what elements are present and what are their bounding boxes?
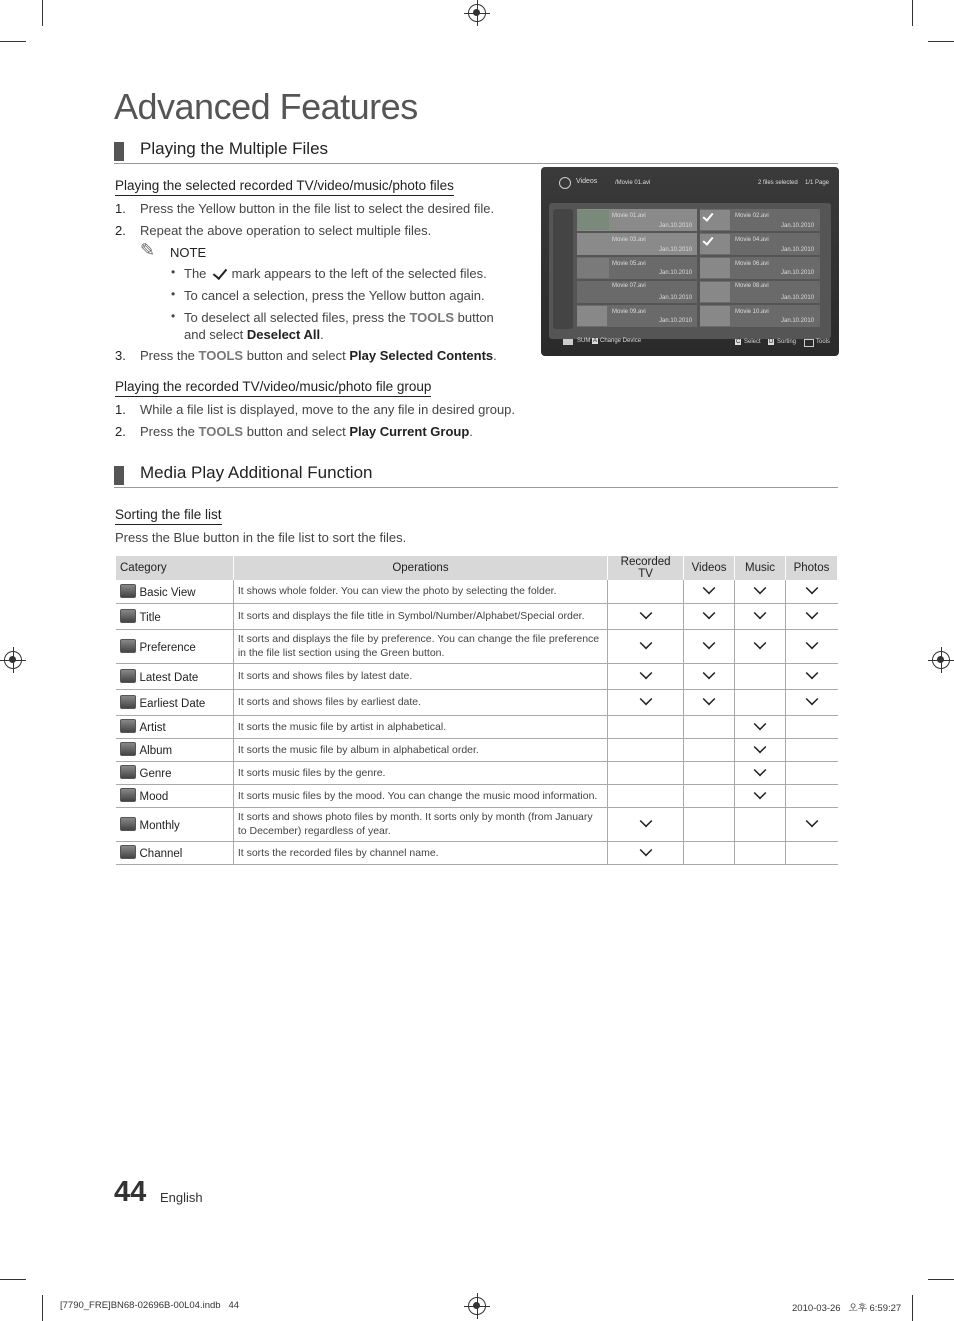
key-badge: C — [736, 339, 741, 345]
monthly-icon — [120, 817, 136, 831]
operation-cell: It sorts the music file by artist in alphabetical. — [233, 715, 607, 738]
support-cell — [785, 629, 837, 663]
check-icon — [703, 693, 716, 706]
support-cell — [785, 761, 837, 784]
check-icon — [639, 693, 652, 706]
support-cell — [785, 715, 837, 738]
support-cell — [608, 580, 684, 603]
subheading: Playing the recorded TV/video/music/photo file group — [115, 379, 431, 397]
crop-mark — [928, 41, 954, 42]
page-number: 44 — [114, 1176, 147, 1208]
crop-mark — [912, 0, 913, 26]
registration-mark-icon — [4, 651, 22, 669]
screen-page: 1/1 Page — [805, 180, 830, 186]
table-row — [116, 807, 838, 841]
channel-icon — [120, 845, 136, 859]
step-text: While a file list is displayed, move to the any file in desired group. — [140, 402, 516, 417]
table-row — [116, 689, 838, 715]
table-row — [116, 663, 838, 689]
videos-icon — [559, 177, 571, 189]
step-number: 2. — [115, 223, 126, 238]
check-icon — [754, 637, 767, 650]
star-icon — [120, 639, 136, 653]
support-cell — [785, 663, 837, 689]
support-cell — [785, 807, 837, 841]
footer-file-info: [7790_FRE]BN68-02696B-00L04.indb 44 — [60, 1300, 240, 1311]
screen-path: /Movie 01.avi — [615, 180, 651, 186]
check-icon — [703, 607, 716, 620]
check-icon — [754, 740, 767, 753]
crop-mark — [0, 41, 26, 42]
calendar-1-icon — [120, 695, 136, 709]
crop-mark — [912, 1295, 913, 1321]
support-cell — [684, 715, 735, 738]
crop-mark — [0, 1279, 26, 1280]
artist-icon — [120, 719, 136, 733]
section-title: Media Play Additional Function — [140, 463, 373, 482]
tools-icon — [804, 339, 814, 347]
category-cell: Monthly — [116, 807, 234, 841]
check-icon — [639, 667, 652, 680]
category-cell: Genre — [116, 761, 234, 784]
sorting-table — [115, 556, 838, 865]
check-icon — [754, 717, 767, 730]
operation-cell: It sorts and displays the file by preference. You can change the file preference in the file list section using the Green button. — [233, 629, 607, 663]
table-row — [116, 738, 838, 761]
footer-timestamp: 2010-03-26 오후 6:59:27 — [792, 1303, 902, 1314]
step-number: 3. — [115, 348, 126, 363]
album-icon — [120, 742, 136, 756]
check-icon — [639, 637, 652, 650]
title-icon — [120, 609, 136, 623]
check-icon — [805, 693, 818, 706]
operation-cell: It sorts and shows files by earliest date. — [233, 689, 607, 715]
note-label: NOTE — [170, 245, 207, 260]
mood-icon — [120, 788, 136, 802]
check-icon — [639, 843, 652, 856]
check-icon — [805, 815, 818, 828]
step-text: Press the Yellow button in the file list to select the desired file. — [140, 201, 495, 216]
step-number: 1. — [115, 402, 126, 417]
note-text: To deselect all selected files, press the TOOLS button — [184, 310, 494, 325]
category-cell: Basic View — [116, 580, 234, 603]
crop-mark — [928, 1279, 954, 1280]
page-title: Advanced Features — [114, 86, 418, 127]
category-cell: Latest Date — [116, 663, 234, 689]
category-cell: Artist — [116, 715, 234, 738]
sort-sidebar — [553, 209, 573, 329]
support-cell — [684, 603, 735, 629]
support-cell — [608, 663, 684, 689]
check-icon — [703, 637, 716, 650]
category-cell: Title — [116, 603, 234, 629]
column-header: Operations — [233, 556, 607, 580]
file-thumbnail — [700, 282, 730, 302]
column-header: Music — [735, 556, 786, 580]
check-icon — [639, 815, 652, 828]
operation-cell: It sorts the recorded files by channel name. — [233, 841, 607, 864]
file-thumbnail — [700, 258, 730, 278]
category-cell: Channel — [116, 841, 234, 864]
support-cell — [785, 689, 837, 715]
support-cell — [735, 738, 786, 761]
support-cell — [684, 689, 735, 715]
screen-selected-count: 2 files selected — [758, 180, 798, 186]
support-cell — [608, 603, 684, 629]
check-icon — [754, 763, 767, 776]
step-text: Press the TOOLS button and select Play Current Group. — [140, 424, 473, 439]
crop-mark — [42, 0, 43, 26]
support-cell — [684, 580, 735, 603]
registration-mark-icon — [468, 1297, 486, 1315]
support-cell — [684, 841, 735, 864]
column-header: Category — [116, 556, 234, 580]
key-badge: A — [593, 338, 598, 344]
category-cell: Mood — [116, 784, 234, 807]
support-cell — [785, 784, 837, 807]
select-label[interactable]: Select — [744, 339, 761, 345]
bullet-icon: • — [171, 287, 176, 301]
registration-mark-icon — [468, 4, 486, 22]
check-icon — [703, 582, 716, 595]
step-number: 1. — [115, 201, 126, 216]
step-number: 2. — [115, 424, 126, 439]
category-cell: Album — [116, 738, 234, 761]
folder-icon — [120, 584, 136, 598]
table-header-row — [116, 556, 838, 580]
check-icon — [703, 667, 716, 680]
support-cell — [785, 738, 837, 761]
crop-mark — [42, 1295, 43, 1321]
support-cell — [735, 715, 786, 738]
section-marker — [114, 142, 124, 161]
screen-header: Videos — [576, 178, 598, 185]
support-cell — [785, 580, 837, 603]
support-cell — [684, 807, 735, 841]
genre-icon — [120, 765, 136, 779]
step-text: Repeat the above operation to select multiple files. — [140, 223, 432, 238]
support-cell — [785, 841, 837, 864]
support-cell — [608, 784, 684, 807]
file-thumbnail — [700, 306, 730, 326]
support-cell — [735, 580, 786, 603]
operation-cell: It sorts and displays the file title in Symbol/Number/Alphabet/Special order. — [233, 603, 607, 629]
category-cell: Preference — [116, 629, 234, 663]
operation-cell: It sorts and shows files by latest date. — [233, 663, 607, 689]
note-pencil-icon: ✎ — [140, 240, 156, 260]
column-header: Videos — [684, 556, 735, 580]
section-marker — [114, 466, 124, 485]
support-cell — [735, 663, 786, 689]
operation-cell: It shows whole folder. You can view the photo by selecting the folder. — [233, 580, 607, 603]
bullet-icon: • — [171, 309, 176, 323]
check-icon — [754, 607, 767, 620]
note-text: The mark appears to the left of the selected files. — [184, 266, 487, 281]
support-cell — [735, 841, 786, 864]
table-row — [116, 761, 838, 784]
sorting-label[interactable]: Sorting — [777, 339, 797, 345]
support-cell — [735, 629, 786, 663]
subheading: Sorting the file list — [115, 507, 222, 525]
operation-cell: It sorts the music file by album in alphabetical order. — [233, 738, 607, 761]
table-row — [116, 603, 838, 629]
check-icon — [639, 607, 652, 620]
support-cell — [735, 689, 786, 715]
column-header: Recorded TV — [608, 556, 684, 580]
change-device-label[interactable]: Change Device — [600, 338, 642, 344]
table-row — [116, 629, 838, 663]
tools-label[interactable]: Tools — [816, 339, 831, 345]
usb-device-icon — [563, 339, 573, 345]
support-cell — [608, 761, 684, 784]
check-icon — [754, 786, 767, 799]
page-language: English — [160, 1190, 203, 1205]
file-thumbnail — [577, 258, 609, 278]
support-cell — [608, 715, 684, 738]
registration-mark-icon — [932, 651, 950, 669]
check-icon — [805, 637, 818, 650]
column-header: Photos — [785, 556, 837, 580]
support-cell — [608, 841, 684, 864]
table-row — [116, 715, 838, 738]
support-cell — [684, 761, 735, 784]
subheading: Playing the selected recorded TV/video/music/photo files — [115, 178, 454, 196]
checkmark-icon — [213, 265, 227, 280]
file-thumbnail — [577, 234, 609, 254]
support-cell — [608, 807, 684, 841]
category-cell: Earliest Date — [116, 689, 234, 715]
support-cell — [735, 784, 786, 807]
file-thumbnail — [577, 210, 609, 230]
note-text: To cancel a selection, press the Yellow button again. — [184, 288, 485, 303]
table-row — [116, 784, 838, 807]
support-cell — [684, 784, 735, 807]
check-icon — [805, 667, 818, 680]
support-cell — [684, 663, 735, 689]
operation-cell: It sorts music files by the mood. You can change the music mood information. — [233, 784, 607, 807]
file-thumbnail — [577, 306, 607, 326]
support-cell — [684, 738, 735, 761]
support-cell — [684, 629, 735, 663]
table-row — [116, 580, 838, 603]
device-label: SUM — [577, 338, 591, 344]
support-cell — [735, 603, 786, 629]
tv-screenshot: Videos /Movie 01.avi 2 files selected 1/1 Page Movie 01.avi Jan.10.2010 Movie 02.avi Jan.10.2010 Movie 03.avi Jan.10.2010 Movie 04.avi Jan.10.2010 Movie 05.avi Jan.10.2010 Movie 06.avi Jan.10.2010 Movie 07.avi Jan.10.2010 Movie 08.avi Jan.10.2010 Movie 09.avi Jan.10.2010 Movie 10.avi Jan.10.2010 SUM A Change Device C Select D Sorting Tools — [541, 167, 839, 356]
step-text: Press the TOOLS button and select Play Selected Contents. — [140, 348, 497, 363]
section-title: Playing the Multiple Files — [140, 139, 329, 158]
support-cell — [608, 689, 684, 715]
support-cell — [608, 738, 684, 761]
support-cell — [735, 807, 786, 841]
operation-cell: It sorts music files by the genre. — [233, 761, 607, 784]
section-heading — [114, 463, 838, 488]
table-row — [116, 841, 838, 864]
note-text: and select Deselect All. — [184, 327, 324, 342]
key-badge: D — [769, 339, 774, 345]
check-icon — [805, 607, 818, 620]
check-icon — [754, 582, 767, 595]
check-icon — [805, 582, 818, 595]
intro-text: Press the Blue button in the file list to sort the files. — [115, 530, 407, 545]
support-cell — [785, 603, 837, 629]
section-heading — [114, 139, 838, 164]
operation-cell: It sorts and shows photo files by month. It sorts only by month (from January to December) regardless of year. — [233, 807, 607, 841]
file-thumbnail — [577, 282, 609, 302]
calendar-30-icon — [120, 669, 136, 683]
support-cell — [608, 629, 684, 663]
support-cell — [735, 761, 786, 784]
bullet-icon: • — [171, 265, 176, 279]
